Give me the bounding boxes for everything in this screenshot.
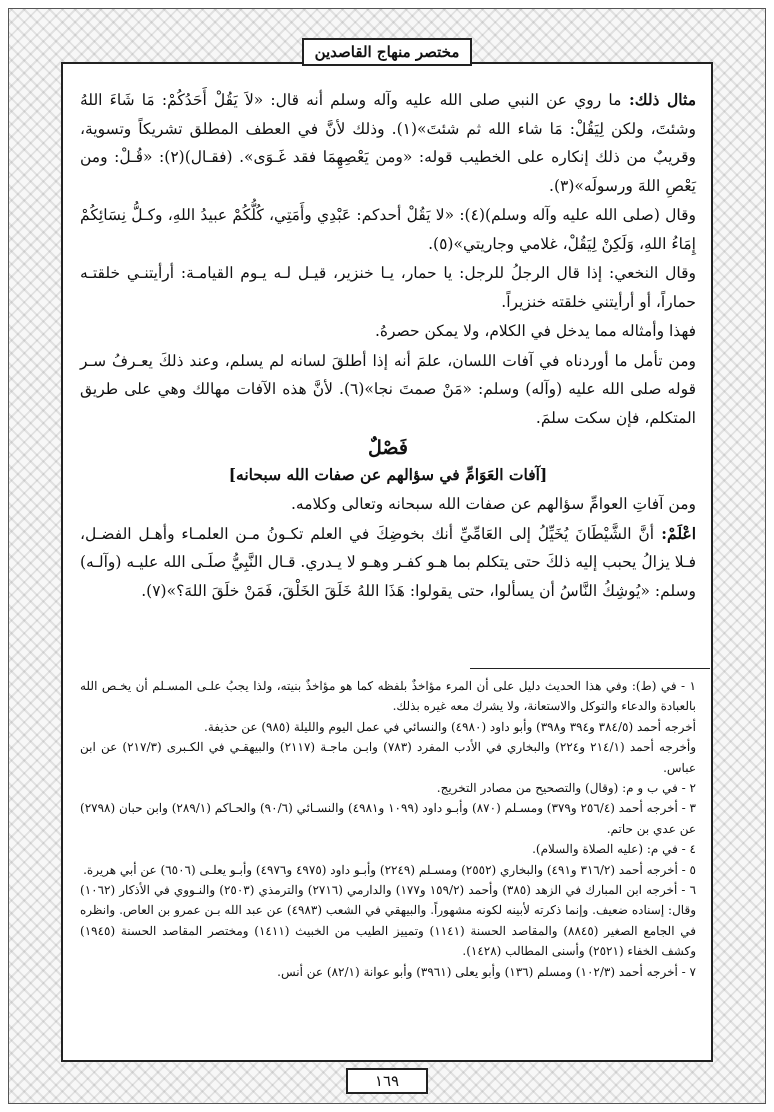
section-subheading: [آفات العَوَامِّ في سؤالهم عن صفات الله سبحانه] (228, 465, 548, 484)
paragraph-know (80, 520, 696, 606)
paragraph-lead: مثال ذلك: (621, 90, 696, 109)
paragraph-nakhai: وقال النخعي: إذا قال الرجلُ للرجل: يا حمار، يـا خنزير، قيـل لـه يـوم القيامـة: أرأيتنـي خلقتـه حماراً، أو أرأيتني خلقته خنزيراً. (80, 264, 696, 311)
footnote-1-source-a: أخرجه أحمد (٣٨٤/٥ و٣٩٤ و٣٩٨) وأبو داود (٤٩٨٠) والنسائي في عمل اليوم والليلة (٩٨٥) عن حذيفة. (204, 719, 696, 734)
footnote-2: ٢ - في ب و م: (وقال) والتصحيح من مصادر التخريج. (436, 781, 696, 796)
footnote-4: ٤ - في م: (عليه الصلاة والسلام). (532, 842, 696, 857)
page-number: ١٦٩ (374, 1072, 400, 1090)
main-text (80, 86, 696, 606)
paragraph-common-people: ومن آفاتِ العوامِّ سؤالهم عن صفات الله سبحانه وتعالى وكلامه. (290, 495, 696, 513)
paragraph-silence: ومن تأمل ما أوردناه في آفات اللسان، علمَ أنه إذا أطلقَ لسانه لم يسلم، وعند ذلكَ يعـرفُ سـر قوله صلى الله عليه (وآله) وسلم: «مَنْ صمتَ نجا»(٦). لأنَّ هذه الآفات مهالك وهي على طريق المتكلم، فإن سكت سلمَ. (80, 351, 696, 427)
page-number-box (346, 1068, 428, 1094)
footnote-5: ٥ - أخرجه أحمد (٣١٦/٢ و٤٩١) والبخاري (٢٥٥٢) ومسـلم (٢٢٤٩) وأبـو داود (٤٩٧٥ و٤٩٧٦) وأبـو يعلـى (٦٥٠٦) عن أبي هريرة. (83, 862, 696, 877)
footnote-3: ٣ - أخرجه أحمد (٢٥٦/٤ و٣٧٩) ومسـلم (٨٧٠) وأبـو داود (١٠٩٩ و٤٩٨١) والنسـائي (٩٠/٦) والحـاكم (٢٨٩/١) وابن حبان (٢٧٩٨) عن عدي بن حاتم. (80, 801, 696, 836)
footnote-divider (470, 668, 710, 669)
footnote-1-source-b: وأخرجه أحمد (٢١٤/١ و٢٢٤) والبخاري في الأدب المفرد (٧٨٣) وابـن ماجـة (٢١١٧) والبيهقـي في الكـبرى (٢١٧/٣) عن ابن عباس. (80, 740, 696, 775)
paragraph-summary: فهذا وأمثاله مما يدخل في الكلام، ولا يمكن حصرهُ. (374, 322, 696, 340)
footnote-6: ٦ - أخرجه ابن المبارك في الزهد (٣٨٥) وأحمد (١٥٩/٢ و١٧٧) والدارمي (٢٧١٦) والترمذي (٢٥٠٣) والنـووي في الأذكار (١٠٦٢) وقال: إسناده ضعيف. وإنما ذكرته لأبينه لكونه مشهوراً. والبيهقي في الشعب (٤٩٨٣) عن عبد الله بـن عمرو بن العاص. وانظره في الجامع الصغير (٨٨٤٥) والمقاصد الحسنة (١١٤١) وتمييز الطيب من الخبيث (١٤١١) ومختصر المقاصد الحسنة (١٩٤٥) وكشف الخفاء (٢٥٢١) وأسنى المطالب (١٤٢٨). (80, 883, 697, 959)
paragraph-lead: اعْلَمْ: (654, 523, 697, 543)
footnote-7: ٧ - أخرجه أحمد (١٠٢/٣) ومسلم (١٣٦) وأبو يعلى (٣٩٦١) وأبو عوانة (٨٢/١) عن أنس. (277, 964, 696, 979)
paragraph-body: أنَّ الشَّيْطَانَ يُخَيِّلُ إلى العَامِّيِّ أنك بخوضِكَ في العلم تكـونُ مـن العلمـاء وأهـل الفضـل، فـلا يزالُ يحبب إليه ذلكَ حتى يتكلم بما هـو كفـر وهـو لا يـدري. قـال النَّبِيُّ صلَـى الله عليـه (وآلـه) وسلم: «يُوشِكُ النَّاسُ أن يسألوا، حتى يقولوا: هَذَا اللهُ خَلَقَ الخَلْقَ، فَمَنْ خلَقَ اللهَ؟»(٧). (80, 524, 696, 600)
book-title: مختصر منهاج القاصدين (314, 43, 460, 61)
section-heading: فَصْلٌ (368, 437, 408, 459)
footnote-1: ١ - في (ط): وفي هذا الحديث دليل على أن المرء مؤاخذٌ بلفظه كما هو مؤاخذٌ بنيته، ولذا يجبُ علـى المسـلم أن يخـص الله بالعبادة والدعاء والتوكل والاستعانة، ولا يشرك معه غيره بذلك. (80, 679, 696, 714)
paragraph-example (80, 86, 696, 200)
footnotes (80, 676, 696, 982)
book-title-header (302, 38, 472, 66)
paragraph-hadith-servants: وقال (صلى الله عليه وآله وسلم)(٤): «لا يَقُلْ أحدكم: عَبْدِي وأَمَتِي، كُلُّكُمْ عبيدُ اللهِ، وكـلُّ نِسَائِكُمْ إِمَاءُ اللهِ، وَلَكِنْ لِيَقُلْ، غلامي وجاريتي»(٥). (80, 206, 696, 253)
paragraph-body: ما روي عن النبي صلى الله عليه وآله وسلم أنه قال: «لاَ يَقُلْ أَحَدُكُمْ: مَا شَاءَ اللهُ وشئتَ، ولكن لِيَقُلْ: مَا شاء الله ثم شئتَ»(١). وذلك لأنَّ في العطف المطلق تشريكاً وتسوية، وقريبٌ من ذلك إنكاره على الخطيب قوله: «ومن يَعْصِهِمَا فقد غَـوَى». (فقـال)(٢): «قُـلْ: ومن يَعْصِ اللهَ ورسولَه»(٣). (80, 91, 696, 195)
